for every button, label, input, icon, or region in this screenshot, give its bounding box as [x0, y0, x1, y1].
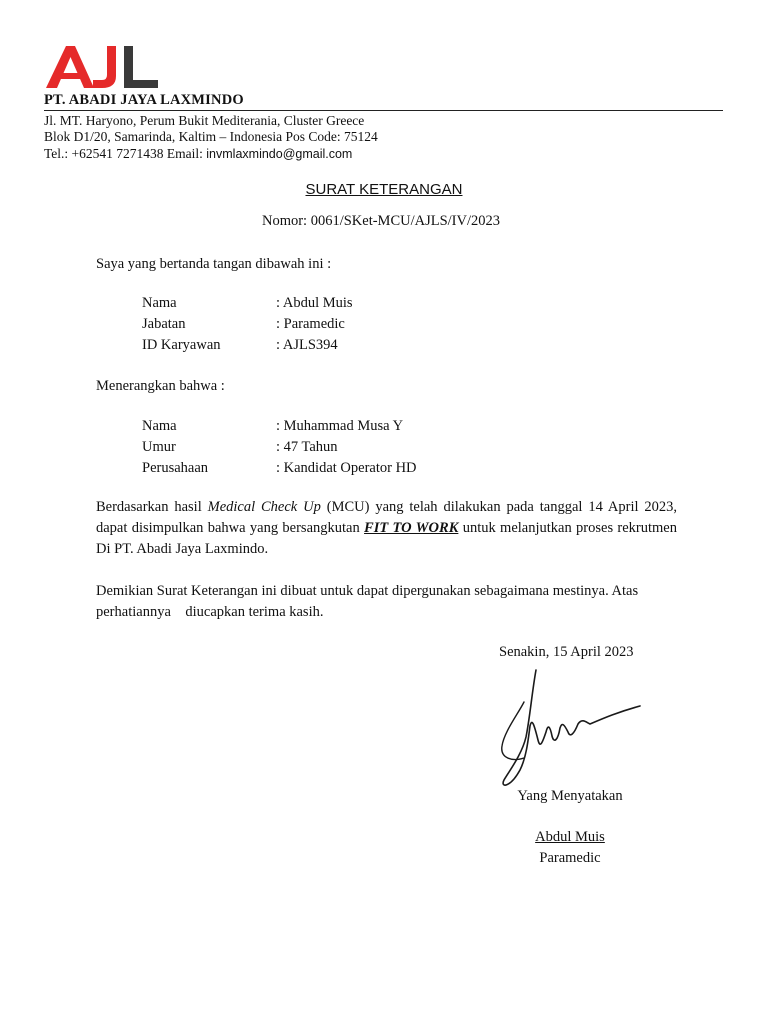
subject-label-age: Umur	[142, 439, 176, 455]
signer-name: Abdul Muis	[535, 829, 605, 845]
document-title: SURAT KETERANGAN	[305, 181, 463, 198]
fit-to-work: FIT TO WORK	[364, 520, 459, 536]
signer-label-position: Jabatan	[142, 316, 186, 332]
closing-text: Yang Menyatakan	[517, 788, 623, 804]
body1-part-c: untuk melanjutkan proses rekrutmen Di PT. Abadi Jaya Laxmindo.	[96, 520, 677, 557]
signer-label-id: ID Karyawan	[142, 337, 221, 353]
address-line-1: Jl. MT. Haryono, Perum Bukit Mediterania, Cluster Greece	[44, 113, 365, 128]
signer-value-name: : Abdul Muis	[276, 295, 353, 311]
email-link[interactable]: invmlaxmindo@gmail.com	[206, 147, 353, 161]
subject-label-name: Nama	[142, 418, 177, 434]
body1-part-a: Berdasarkan hasil	[96, 499, 208, 515]
subject-value-name: : Muhammad Musa Y	[276, 418, 404, 434]
signer-label-name: Nama	[142, 295, 177, 311]
body-paragraph-1	[96, 497, 677, 560]
tel-label: Tel.: +62541 7271438 Email:	[44, 146, 207, 161]
place-date: Senakin, 15 April 2023	[499, 644, 634, 660]
signer-title: Paramedic	[539, 850, 601, 866]
menerangkan-text: Menerangkan bahwa :	[96, 378, 225, 394]
intro-text: Saya yang bertanda tangan dibawah ini :	[96, 256, 332, 272]
signer-value-position: : Paramedic	[276, 316, 345, 332]
signature	[494, 662, 644, 792]
document-number: Nomor: 0061/SKet-MCU/AJLS/IV/2023	[261, 213, 501, 229]
contact-line	[44, 145, 352, 163]
body-paragraph-2-line-2: perhatiannya diucapkan terima kasih.	[96, 604, 324, 620]
body-paragraph-2-line-1: Demikian Surat Keterangan ini dibuat untuk dapat dipergunakan sebagaimana mestinya. Atas	[96, 583, 639, 599]
subject-value-age: : 47 Tahun	[276, 439, 338, 455]
company-name: PT. ABADI JAYA LAXMINDO	[44, 92, 244, 108]
company-logo	[44, 42, 162, 92]
body1-mcu: Medical Check Up	[207, 499, 321, 515]
header-divider	[44, 110, 723, 111]
subject-value-company: : Kandidat Operator HD	[276, 460, 417, 476]
body1-part-b: (MCU) yang telah dilakukan pada tanggal 14 April 2023, dapat disimpulkan bahwa yang bersangkutan	[96, 499, 678, 536]
subject-label-company: Perusahaan	[142, 460, 209, 476]
address-line-2: Blok D1/20, Samarinda, Kaltim – Indonesia Pos Code: 75124	[44, 129, 378, 144]
signer-value-id: : AJLS394	[276, 337, 338, 353]
